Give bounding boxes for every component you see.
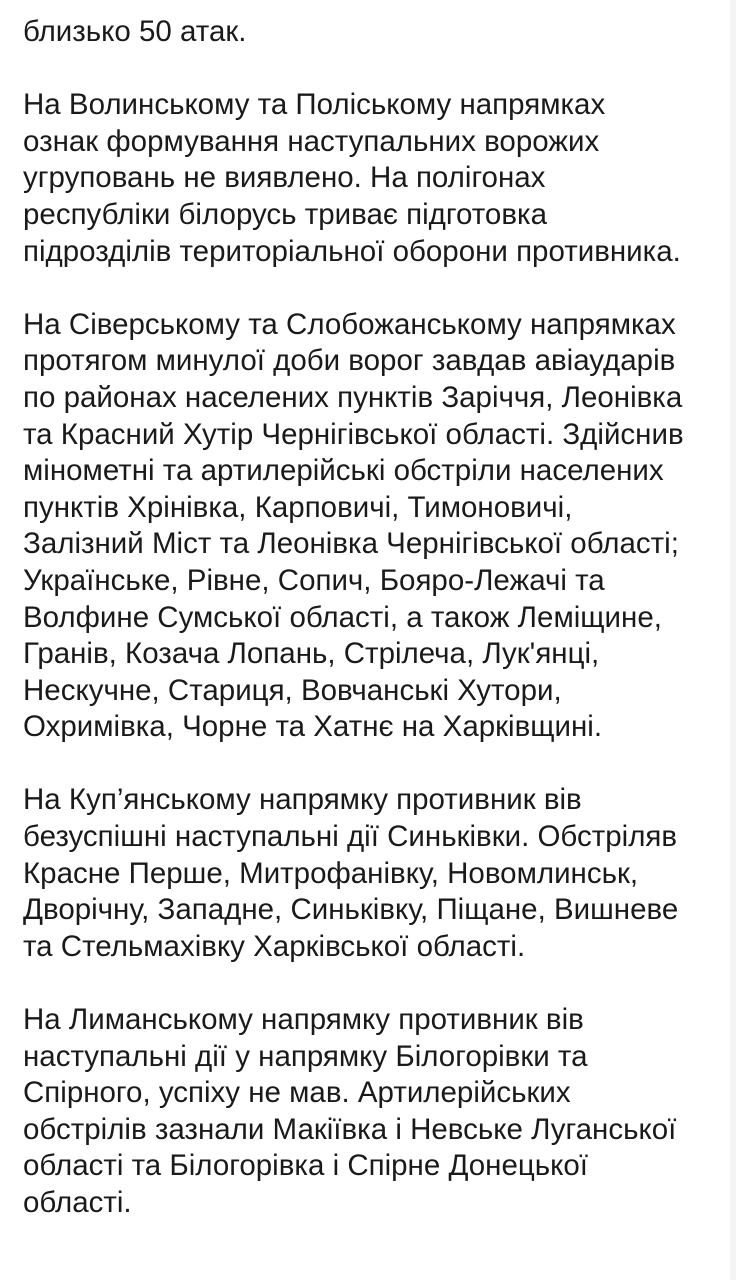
text-line: обстрілів зазнали Макіївка і Невське Луганської — [23, 1112, 677, 1146]
text-line: республіки білорусь триває підготовка — [23, 197, 547, 231]
text-line: підрозділів територіальної оборони противника. — [23, 234, 681, 268]
text-line: На Волинському та Поліському напрямках — [23, 88, 606, 122]
text-line: Українське, Рівне, Сопич, Бояро-Лежачі та — [23, 563, 605, 597]
text-line: Волфине Сумської області, а також Леміщине, — [23, 600, 662, 634]
text-line: області та Білогорівка і Спірне Донецької — [23, 1149, 588, 1183]
text-line: та Красний Хутір Чернігівської області. Здійснив — [23, 417, 684, 451]
article-text — [23, 14, 723, 1258]
text-line: Залізний Міст та Леонівка Чернігівської області; — [23, 527, 679, 561]
paragraph — [23, 782, 723, 965]
paragraph — [23, 14, 723, 51]
text-line: Охримівка, Чорне та Хатнє на Харківщині. — [23, 710, 603, 744]
scrollbar-track[interactable] — [730, 0, 736, 1280]
paragraph — [23, 307, 723, 746]
paragraph — [23, 87, 723, 270]
text-line: Красне Перше, Митрофанівку, Новомлинськ, — [23, 856, 639, 890]
text-line: Дворічну, Западне, Синьківку, Піщане, Вишневе — [23, 893, 679, 927]
text-line: мінометні та артилерійські обстріли населених — [23, 454, 664, 488]
text-line: протягом минулої доби ворог завдав авіаударів — [23, 344, 676, 378]
text-line: На Лиманському напрямку противник вів — [23, 1003, 584, 1037]
text-line: Гранів, Козача Лопань, Стрілеча, Лук'янці, — [23, 637, 600, 671]
text-line: Нескучне, Стариця, Вовчанські Хутори, — [23, 673, 562, 707]
text-line: Спірного, успіху не мав. Артилерійських — [23, 1076, 571, 1110]
text-line: На Сіверському та Слобожанському напрямках — [23, 307, 676, 341]
text-line: угруповань не виявлено. На полігонах — [23, 161, 546, 195]
text-line: На Куп’янському напрямку противник вів — [23, 783, 582, 817]
text-line: пунктів Хрінівка, Карповичі, Тимоновичі, — [23, 490, 573, 524]
text-line: близько 50 атак. — [23, 15, 247, 48]
text-line: по районах населених пунктів Заріччя, Леонівка — [23, 380, 683, 414]
text-line: області. — [23, 1186, 132, 1219]
paragraph — [23, 1002, 723, 1222]
text-line: безуспішні наступальні дії Синьківки. Обстріляв — [23, 820, 678, 854]
text-line: наступальні дії у напрямку Білогорівки та — [23, 1039, 588, 1073]
text-line: ознак формування наступальних ворожих — [23, 124, 600, 158]
text-line: та Стельмахівку Харківської області. — [23, 929, 526, 963]
